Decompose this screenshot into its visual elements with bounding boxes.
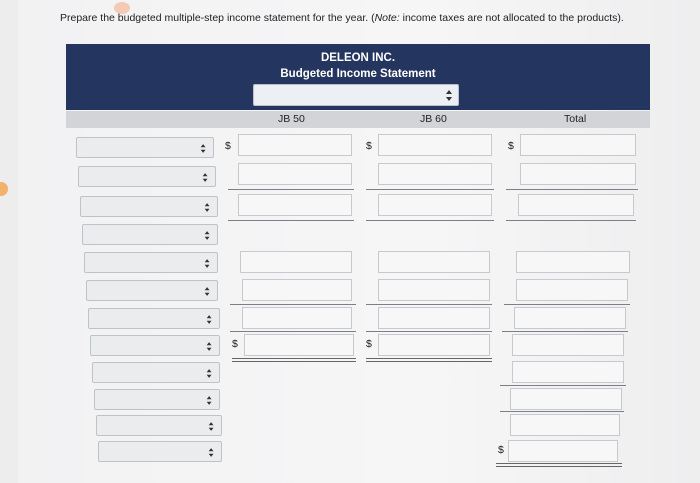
subtotal-line — [500, 385, 626, 386]
jb60-input-r7[interactable] — [378, 307, 490, 329]
row-label-select-10[interactable] — [94, 389, 220, 410]
instruction-note-label: Note: — [374, 12, 400, 24]
subtotal-line — [504, 304, 630, 305]
subtotal-line — [366, 189, 494, 190]
row-label-select-2[interactable] — [78, 166, 216, 187]
row-label-select-11[interactable] — [96, 415, 222, 436]
row-label-select-1[interactable] — [76, 137, 214, 158]
jb60-input-r2[interactable] — [378, 163, 492, 185]
select-arrows-icon — [446, 90, 453, 101]
subtotal-line — [506, 220, 636, 221]
double-underline — [496, 463, 622, 467]
total-input-r6[interactable] — [516, 279, 628, 301]
statement-header — [66, 44, 650, 110]
jb50-input-r6[interactable] — [242, 279, 352, 301]
subtotal-line — [228, 220, 354, 221]
select-arrows-icon — [209, 448, 215, 457]
column-header-row — [66, 111, 650, 128]
currency-symbol-total-r12: $ — [498, 444, 504, 456]
currency-symbol-jb60-r1: $ — [366, 140, 372, 152]
statement-title: Budgeted Income Statement — [280, 68, 436, 80]
jb60-input-r6[interactable] — [378, 279, 490, 301]
total-input-r3[interactable] — [518, 194, 634, 216]
total-input-r1[interactable] — [520, 134, 636, 156]
subtotal-line — [228, 189, 354, 190]
row-label-select-5[interactable] — [84, 252, 218, 273]
row-label-select-9[interactable] — [92, 362, 220, 383]
subtotal-line — [500, 411, 624, 412]
subtotal-line — [366, 220, 494, 221]
select-arrows-icon — [203, 173, 209, 182]
select-arrows-icon — [207, 369, 213, 378]
total-input-r12[interactable] — [508, 440, 618, 462]
subtotal-line — [502, 331, 628, 332]
jb60-input-r3[interactable] — [378, 194, 492, 216]
row-label-select-4[interactable] — [82, 224, 218, 245]
select-arrows-icon — [207, 342, 213, 351]
jb50-input-r5[interactable] — [240, 251, 352, 273]
column-header-total: Total — [564, 113, 587, 125]
subtotal-line — [366, 331, 492, 332]
jb50-input-r3[interactable] — [238, 194, 352, 216]
instruction-note-text: income taxes are not allocated to the products). — [399, 12, 624, 24]
currency-symbol-jb60-r8: $ — [366, 338, 372, 350]
jb50-input-r7[interactable] — [242, 307, 352, 329]
instruction-main: Prepare the budgeted multiple-step income statement for the year. ( — [60, 12, 375, 24]
double-underline — [366, 358, 492, 362]
total-input-r9[interactable] — [512, 361, 624, 383]
select-arrows-icon — [205, 259, 211, 268]
row-label-select-3[interactable] — [80, 196, 218, 217]
jb50-input-r1[interactable] — [238, 134, 352, 156]
subtotal-line — [230, 331, 356, 332]
period-select[interactable] — [253, 84, 459, 106]
row-label-select-12[interactable] — [98, 441, 222, 462]
row-label-select-6[interactable] — [86, 280, 218, 301]
double-underline — [232, 358, 356, 362]
jb60-input-r1[interactable] — [378, 134, 492, 156]
subtotal-line — [366, 304, 492, 305]
total-input-r5[interactable] — [516, 251, 630, 273]
currency-symbol-jb50-r1: $ — [225, 140, 231, 152]
select-arrows-icon — [205, 287, 211, 296]
total-input-r10[interactable] — [510, 388, 622, 410]
total-input-r7[interactable] — [514, 307, 626, 329]
currency-symbol-jb50-r8: $ — [232, 338, 238, 350]
company-name: DELEON INC. — [320, 52, 396, 64]
select-arrows-icon — [209, 422, 215, 431]
subtotal-line — [230, 304, 356, 305]
row-label-select-8[interactable] — [90, 335, 220, 356]
jb60-input-r8[interactable] — [378, 334, 490, 356]
select-arrows-icon — [205, 231, 211, 240]
column-header-jb60: JB 60 — [420, 113, 447, 125]
total-input-r11[interactable] — [510, 414, 620, 436]
row-label-select-7[interactable] — [88, 308, 220, 329]
currency-symbol-total-r1: $ — [508, 140, 514, 152]
instruction-text — [60, 12, 680, 24]
left-gutter — [0, 0, 18, 483]
total-input-r8[interactable] — [512, 334, 624, 356]
jb50-input-r2[interactable] — [238, 163, 352, 185]
select-arrows-icon — [207, 315, 213, 324]
total-input-r2[interactable] — [520, 163, 636, 185]
subtotal-line — [506, 189, 638, 190]
column-header-jb50: JB 50 — [278, 113, 305, 125]
jb60-input-r5[interactable] — [378, 251, 490, 273]
select-arrows-icon — [201, 144, 207, 153]
select-arrows-icon — [207, 396, 213, 405]
jb50-input-r8[interactable] — [244, 334, 354, 356]
select-arrows-icon — [205, 203, 211, 212]
